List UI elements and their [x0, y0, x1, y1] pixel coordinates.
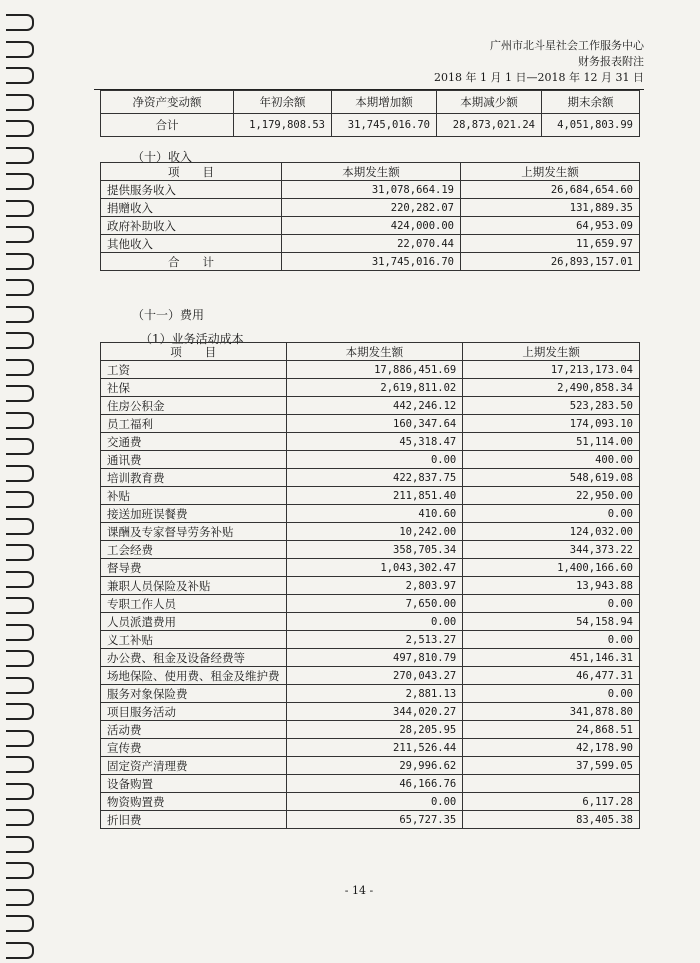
row-label: 人员派遣费用: [101, 613, 287, 631]
cell-value: 46,477.31: [463, 667, 640, 685]
table-row: [101, 775, 640, 793]
binding-ring: [6, 836, 34, 853]
row-label: 专职工作人员: [101, 595, 287, 613]
row-label: 场地保险、使用费、租金及维护费: [101, 667, 287, 685]
cell-value: 220,282.07: [282, 199, 461, 217]
cell-value: 26,684,654.60: [461, 181, 640, 199]
row-label: 其他收入: [101, 235, 282, 253]
binding-ring: [6, 226, 34, 243]
table-header-row: [101, 91, 640, 114]
binding-ring: [6, 147, 34, 164]
org-name: 广州市北斗星社会工作服务中心: [490, 39, 644, 52]
table-row: [101, 487, 640, 505]
row-label: 交通费: [101, 433, 287, 451]
binding-ring: [6, 915, 34, 932]
total-row: [101, 253, 640, 271]
binding-ring: [6, 173, 34, 190]
header-cell: 上期发生额: [463, 343, 640, 361]
cell-value: 424,000.00: [282, 217, 461, 235]
cell-value: 64,953.09: [461, 217, 640, 235]
cell-value: 1,043,302.47: [286, 559, 463, 577]
cell-value: 358,705.34: [286, 541, 463, 559]
row-label: 社保: [101, 379, 287, 397]
table-row: [101, 433, 640, 451]
table-row: [101, 649, 640, 667]
row-label: 活动费: [101, 721, 287, 739]
binding-ring: [6, 41, 34, 58]
report-period: 2018 年 1 月 1 日—2018 年 12 月 31 日: [434, 71, 644, 84]
cell-value: 548,619.08: [463, 469, 640, 487]
header-cell: 年初余额: [234, 91, 332, 114]
row-label: 项目服务活动: [101, 703, 287, 721]
cell-value: 2,490,858.34: [463, 379, 640, 397]
binding-ring: [6, 412, 34, 429]
header-cell: 本期发生额: [282, 163, 461, 181]
row-label: 课酬及专家督导劳务补贴: [101, 523, 287, 541]
binding-ring: [6, 385, 34, 402]
row-label: 设备购置: [101, 775, 287, 793]
cell-value: 131,889.35: [461, 199, 640, 217]
expense-table: [100, 342, 640, 829]
binding-ring: [6, 650, 34, 667]
row-label: 捐赠收入: [101, 199, 282, 217]
cell-value: 344,020.27: [286, 703, 463, 721]
binding-ring: [6, 571, 34, 588]
cell-value: 270,043.27: [286, 667, 463, 685]
cell-value: 422,837.75: [286, 469, 463, 487]
table-row: [101, 721, 640, 739]
cell-value: 400.00: [463, 451, 640, 469]
binding-ring: [6, 67, 34, 84]
row-label: 折旧费: [101, 811, 287, 829]
binding-ring: [6, 491, 34, 508]
cell-value: 28,205.95: [286, 721, 463, 739]
header-cell: 期末余额: [541, 91, 639, 114]
cell-value: 0.00: [286, 451, 463, 469]
table-row: [101, 685, 640, 703]
cell-value: 0.00: [286, 613, 463, 631]
row-label: 义工补贴: [101, 631, 287, 649]
cell-value: 46,166.76: [286, 775, 463, 793]
cell-value: 124,032.00: [463, 523, 640, 541]
row-label: 住房公积金: [101, 397, 287, 415]
expense-title: （十一）费用: [132, 308, 205, 322]
cell-value: 174,093.10: [463, 415, 640, 433]
row-label: 工资: [101, 361, 287, 379]
header-cell: 项 目: [101, 163, 282, 181]
binding-ring: [6, 200, 34, 217]
binding-ring: [6, 783, 34, 800]
cell-value: 160,347.64: [286, 415, 463, 433]
cell-value: 31,745,016.70: [332, 114, 437, 137]
table-row: [101, 114, 640, 137]
binding-ring: [6, 518, 34, 535]
row-label: 员工福利: [101, 415, 287, 433]
table-row: [101, 559, 640, 577]
table-row: [101, 379, 640, 397]
income-table: [100, 162, 640, 271]
row-label: 办公费、租金及设备经费等: [101, 649, 287, 667]
binding-ring: [6, 730, 34, 747]
cell-value: 0.00: [463, 631, 640, 649]
header-cell: 本期发生额: [286, 343, 463, 361]
cell-value: 442,246.12: [286, 397, 463, 415]
cell-value: 410.60: [286, 505, 463, 523]
row-label: 培训教育费: [101, 469, 287, 487]
row-label: 物资购置费: [101, 793, 287, 811]
cell-value: 22,070.44: [282, 235, 461, 253]
binding-ring: [6, 624, 34, 641]
cell-value: 0.00: [463, 595, 640, 613]
header-cell: 本期增加额: [332, 91, 437, 114]
cell-value: 54,158.94: [463, 613, 640, 631]
cell-value: 28,873,021.24: [436, 114, 541, 137]
cell-value: 344,373.22: [463, 541, 640, 559]
header-cell: 净资产变动额: [101, 91, 234, 114]
table-row: [101, 811, 640, 829]
spiral-binding: [0, 0, 38, 963]
row-label: 合计: [101, 114, 234, 137]
cell-value: 17,213,173.04: [463, 361, 640, 379]
doc-name: 财务报表附注: [578, 55, 644, 68]
row-label: 通讯费: [101, 451, 287, 469]
cell-value: 10,242.00: [286, 523, 463, 541]
page-header: [434, 38, 644, 86]
table-row: [101, 523, 640, 541]
total-label: 合 计: [101, 253, 282, 271]
table-row: [101, 199, 640, 217]
document-page: [44, 0, 674, 963]
binding-ring: [6, 438, 34, 455]
cell-value: 13,943.88: [463, 577, 640, 595]
binding-ring: [6, 279, 34, 296]
cell-value: 24,868.51: [463, 721, 640, 739]
cell-value: 211,526.44: [286, 739, 463, 757]
binding-ring: [6, 253, 34, 270]
binding-ring: [6, 677, 34, 694]
header-cell: 项 目: [101, 343, 287, 361]
cell-value: 42,178.90: [463, 739, 640, 757]
cell-value: 2,803.97: [286, 577, 463, 595]
cell-value: 1,400,166.60: [463, 559, 640, 577]
cell-value: 0.00: [463, 505, 640, 523]
table-row: [101, 505, 640, 523]
cell-value: 211,851.40: [286, 487, 463, 505]
binding-ring: [6, 332, 34, 349]
binding-ring: [6, 359, 34, 376]
table-row: [101, 469, 640, 487]
cell-value: 523,283.50: [463, 397, 640, 415]
binding-ring: [6, 306, 34, 323]
row-label: 接送加班误餐费: [101, 505, 287, 523]
cell-value: 65,727.35: [286, 811, 463, 829]
cell-value: 0.00: [463, 685, 640, 703]
table-row: [101, 181, 640, 199]
cell-value: 45,318.47: [286, 433, 463, 451]
table-row: [101, 217, 640, 235]
table-row: [101, 595, 640, 613]
cell-value: 83,405.38: [463, 811, 640, 829]
income-title: （十）收入: [132, 150, 193, 164]
table-row: [101, 235, 640, 253]
cell-value: 1,179,808.53: [234, 114, 332, 137]
binding-ring: [6, 756, 34, 773]
page-number: - 14 -: [344, 884, 374, 897]
cell-value: 497,810.79: [286, 649, 463, 667]
table-row: [101, 631, 640, 649]
expense-subtitle: （1）业务活动成本: [140, 332, 244, 346]
row-label: 兼职人员保险及补贴: [101, 577, 287, 595]
table-row: [101, 757, 640, 775]
table-row: [101, 397, 640, 415]
total-value: 26,893,157.01: [461, 253, 640, 271]
row-label: 提供服务收入: [101, 181, 282, 199]
cell-value: [463, 775, 640, 793]
table-row: [101, 739, 640, 757]
cell-value: 451,146.31: [463, 649, 640, 667]
row-label: 督导费: [101, 559, 287, 577]
table-row: [101, 361, 640, 379]
cell-value: 2,619,811.02: [286, 379, 463, 397]
binding-ring: [6, 120, 34, 137]
cell-value: 341,878.80: [463, 703, 640, 721]
binding-ring: [6, 94, 34, 111]
row-label: 服务对象保险费: [101, 685, 287, 703]
binding-ring: [6, 544, 34, 561]
binding-ring: [6, 862, 34, 879]
binding-ring: [6, 809, 34, 826]
cell-value: 4,051,803.99: [541, 114, 639, 137]
cell-value: 37,599.05: [463, 757, 640, 775]
row-label: 工会经费: [101, 541, 287, 559]
cell-value: 2,881.13: [286, 685, 463, 703]
header-cell: 本期减少额: [436, 91, 541, 114]
binding-ring: [6, 942, 34, 959]
cell-value: 2,513.27: [286, 631, 463, 649]
cell-value: 17,886,451.69: [286, 361, 463, 379]
row-label: 补贴: [101, 487, 287, 505]
net-assets-table: [100, 90, 640, 137]
cell-value: 6,117.28: [463, 793, 640, 811]
binding-ring: [6, 703, 34, 720]
binding-ring: [6, 889, 34, 906]
binding-ring: [6, 597, 34, 614]
cell-value: 51,114.00: [463, 433, 640, 451]
cell-value: 31,078,664.19: [282, 181, 461, 199]
table-row: [101, 541, 640, 559]
header-cell: 上期发生额: [461, 163, 640, 181]
row-label: 政府补助收入: [101, 217, 282, 235]
cell-value: 29,996.62: [286, 757, 463, 775]
row-label: 宣传费: [101, 739, 287, 757]
total-value: 31,745,016.70: [282, 253, 461, 271]
table-header-row: [101, 163, 640, 181]
cell-value: 22,950.00: [463, 487, 640, 505]
table-header-row: [101, 343, 640, 361]
row-label: 固定资产清理费: [101, 757, 287, 775]
table-row: [101, 577, 640, 595]
binding-ring: [6, 14, 34, 31]
table-row: [101, 667, 640, 685]
cell-value: 0.00: [286, 793, 463, 811]
table-row: [101, 415, 640, 433]
table-row: [101, 703, 640, 721]
cell-value: 11,659.97: [461, 235, 640, 253]
cell-value: 7,650.00: [286, 595, 463, 613]
table-row: [101, 793, 640, 811]
table-row: [101, 451, 640, 469]
table-row: [101, 613, 640, 631]
binding-ring: [6, 465, 34, 482]
